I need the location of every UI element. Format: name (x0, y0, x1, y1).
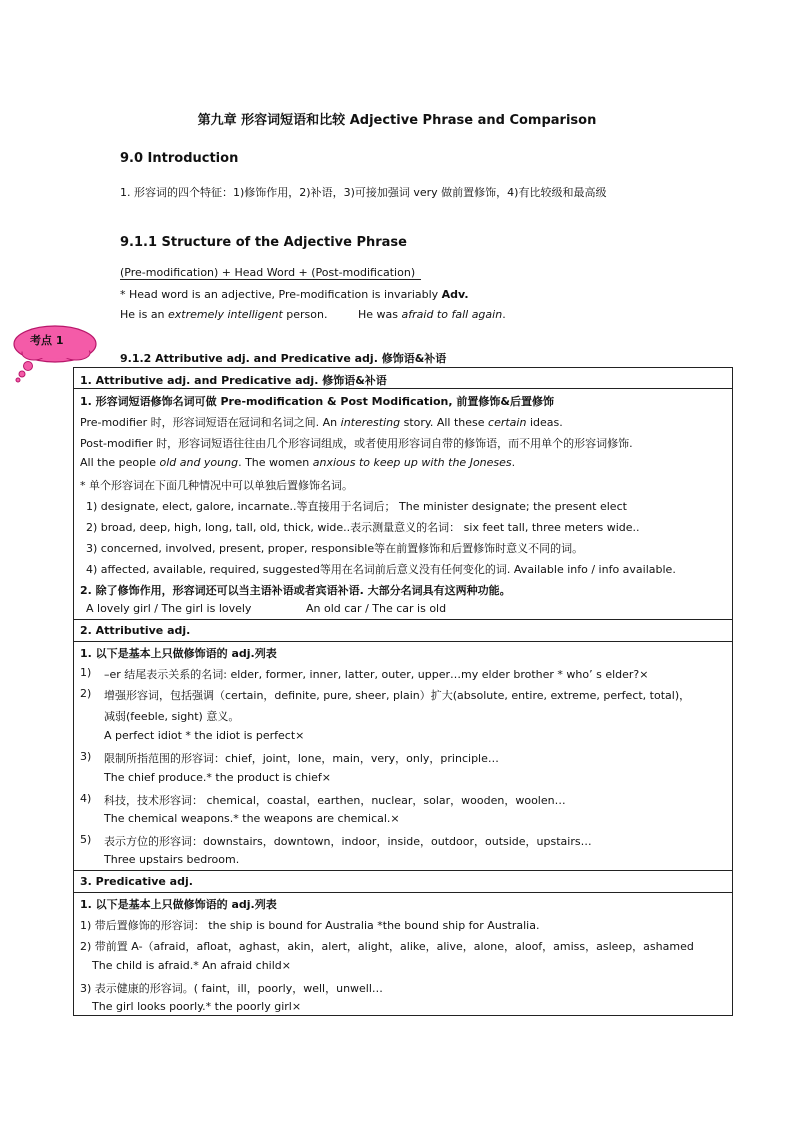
text: story. All these (400, 416, 489, 429)
row1-line10: 2. 除了修饰作用，形容词还可以当主语补语或者宾语补语. 大部分名词具有这两种功能。 (80, 584, 511, 597)
row2-header: 2. Attributive adj. (80, 624, 191, 637)
row2-item4: 科技，技术形容词： chemical，coastal，earthen，nuclear，solar，wooden，woolen… (104, 794, 566, 807)
tag-label: 考点 1 (30, 334, 64, 347)
row2-item3b: The chief produce.* the product is chief× (104, 771, 331, 784)
row2-item5b: Three upstairs bedroom. (104, 853, 240, 866)
row2-num4: 4) (80, 792, 92, 805)
row2-num2: 2) (80, 687, 92, 700)
row2-num5: 5) (80, 833, 92, 846)
structure-example-1 (120, 308, 327, 321)
row1-line5: * 单个形容词在下面几种情况中可以单独后置修饰名词。 (80, 479, 353, 492)
row-divider (74, 619, 732, 620)
row1-header: 1. Attributive adj. and Predicative adj. 修饰语&补语 (80, 374, 387, 387)
row1-line3: Post-modifier 时，形容词短语往往由几个形容词组成，或者使用形容词自带的修饰语，而不用单个的形容词修饰. (80, 437, 633, 450)
row2-num3: 3) (80, 750, 92, 763)
ex2-a: He was (358, 308, 402, 321)
row-divider (74, 388, 732, 389)
row1-line6: 1) designate, elect, galore, incarnate..等直接用于名词后； The minister designate; the present elect (86, 500, 627, 513)
structure-note (120, 288, 469, 301)
text: . The women (238, 456, 313, 469)
row2-item2: 增强形容词，包括强调（certain，definite, pure, sheer, plain）扩大(absolute, entire, extreme, perfect, total)， (104, 689, 691, 702)
ex1-italic: extremely intelligent (168, 308, 283, 321)
row2-line1: 1. 以下是基本上只做修饰语的 adj.列表 (80, 647, 277, 660)
row-divider (74, 641, 732, 642)
note-bold: Adv. (441, 288, 469, 301)
italic-text: interesting (340, 416, 401, 429)
row3-line1: 1. 以下是基本上只做修饰语的 adj.列表 (80, 898, 277, 911)
ex1-b: person. (282, 308, 328, 321)
row-divider (74, 870, 732, 871)
text: Pre-modifier 时，形容词短语在冠词和名词之间. An (80, 416, 341, 429)
row3-line5: 3) 表示健康的形容词。( faint，ill，poorly，well，unwell… (80, 982, 383, 995)
row1-line8: 3) concerned, involved, present, proper, responsible等在前置修饰和后置修饰时意义不同的词。 (86, 542, 584, 555)
structure-formula (120, 266, 421, 279)
row1-line11a: A lovely girl / The girl is lovely (86, 602, 252, 615)
row1-line11b: An old car / The car is old (306, 602, 447, 615)
row2-item2c: A perfect idiot * the idiot is perfect× (104, 729, 305, 742)
page-title: 第九章 形容词短语和比较 Adjective Phrase and Comparison (197, 113, 597, 128)
row1-line1: 1. 形容词短语修饰名词可做 Pre-modification & Post Modification, 前置修饰&后置修饰 (80, 395, 554, 408)
row2-item3: 限制所指范围的形容词：chief，joint，lone，main，very，only，principle… (104, 752, 499, 765)
ex2-b: . (502, 308, 506, 321)
note-text: * Head word is an adjective, Pre-modification is invariably (120, 288, 442, 301)
row3-line3: 2) 带前置 A-（afraid，afloat，aghast，akin，alert，alight，alike，alive，alone，aloof，amiss，asleep，ashamed (80, 940, 694, 953)
italic-text: anxious to keep up with the Joneses (312, 456, 512, 469)
row1-line7: 2) broad, deep, high, long, tall, old, thick, wide..表示测量意义的名词： six feet tall, three meters wide.. (86, 521, 640, 534)
structure-heading: 9.1.1 Structure of the Adjective Phrase (120, 235, 407, 250)
section-912-heading: 9.1.2 Attributive adj. and Predicative adj. 修饰语&补语 (120, 352, 447, 365)
structure-example-2 (358, 308, 506, 321)
intro-line: 1. 形容词的四个特征：1)修饰作用，2)补语，3)可接加强词 very 做前置修饰，4)有比较级和最高级 (120, 186, 607, 199)
row2-item5: 表示方位的形容词：downstairs，downtown，indoor，inside，outdoor，outside，upstairs… (104, 835, 592, 848)
ex2-italic: afraid to fall again (401, 308, 503, 321)
text: . (511, 456, 516, 469)
italic-text: old and young (159, 456, 239, 469)
italic-text: certain (488, 416, 527, 429)
row2-item2b: 减弱(feeble, sight) 意义。 (104, 710, 240, 723)
row2-item1: –er 结尾表示关系的名词: elder, former, inner, latter, outer, upper…my elder brother * who’ s elder?× (104, 668, 649, 681)
row3-header: 3. Predicative adj. (80, 875, 193, 888)
row1-line4 (80, 456, 515, 469)
content-table (73, 367, 733, 1016)
text: All the people (80, 456, 160, 469)
ex1-a: He is an (120, 308, 169, 321)
row3-line4: The child is afraid.* An afraid child× (92, 959, 291, 972)
row1-line2 (80, 414, 563, 430)
formula-text: (Pre-modification) + Head Word + (Post-modification) (120, 266, 421, 280)
intro-heading: 9.0 Introduction (120, 151, 239, 166)
row-divider (74, 892, 732, 893)
row2-num1: 1) (80, 666, 92, 679)
row3-line2: 1) 带后置修饰的形容词： the ship is bound for Australia *the bound ship for Australia. (80, 919, 540, 932)
row1-line9: 4) affected, available, required, suggested等用在名词前后意义没有任何变化的词. Available info / info available. (86, 563, 676, 576)
row3-line6: The girl looks poorly.* the poorly girl× (92, 1000, 302, 1013)
text: ideas. (526, 416, 563, 429)
row2-item4b: The chemical weapons.* the weapons are chemical.× (104, 812, 400, 825)
